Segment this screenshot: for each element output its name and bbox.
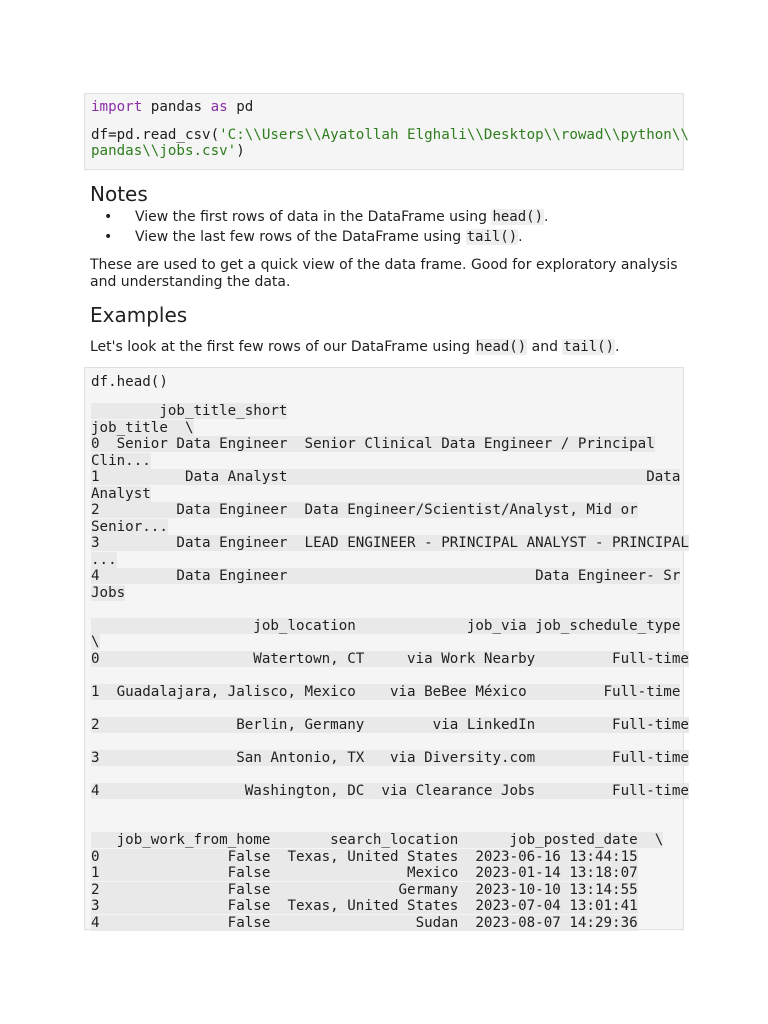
inline-code-head: head() [475, 339, 527, 355]
output-line: job_location job_via job_schedule_type [91, 617, 681, 634]
examples-text: Let's look at the first few rows of our DataFrame using [90, 339, 475, 355]
output-line [91, 816, 689, 833]
code-line-import [91, 99, 677, 116]
bullet-text: View the last few rows of the DataFrame using [135, 229, 466, 245]
output-line [91, 766, 689, 783]
inline-code-tail: tail() [563, 339, 614, 355]
code-line-read-csv-cont [91, 143, 677, 160]
output-line: 3 False Texas, United States 2023-07-04 13:01:41 [91, 898, 638, 914]
output-line: 4 False Sudan 2023-08-07 14:29:36 [91, 914, 638, 931]
notes-heading: Notes [90, 182, 148, 206]
output-line: 0 Watertown, CT via Work Nearby Full-time [91, 650, 689, 667]
bullet-end: . [518, 229, 523, 245]
code-source-head: df.head() [91, 374, 168, 390]
output-line: job_title \ [91, 419, 194, 436]
code-cell-import[interactable] [84, 93, 689, 170]
output-line: 2 False Germany 2023-10-10 13:14:55 [91, 881, 638, 898]
inline-code-tail: tail() [466, 229, 518, 245]
output-line: 3 San Antonio, TX via Diversity.com Full-time [91, 749, 689, 766]
keyword-import: import [91, 99, 143, 115]
output-line: 1 Data Analyst Data [91, 469, 681, 485]
module-name: pandas [142, 99, 211, 115]
examples-heading: Examples [90, 303, 188, 327]
output-line: 2 Data Engineer Data Engineer/Scientist/Analyst, Mid or [91, 502, 638, 518]
notes-paragraph: These are used to get a quick view of the data frame. Good for exploratory analysis and understanding the data. [90, 257, 678, 290]
output-line [91, 799, 689, 816]
output-line: 0 False Texas, United States 2023-06-16 13:44:15 [91, 848, 638, 865]
output-line [91, 667, 689, 684]
output-line: 1 Guadalajara, Jalisco, Mexico via BeBee México Full-time [91, 683, 681, 700]
output-line: ... [91, 551, 117, 568]
notes-list [90, 207, 680, 247]
notes-bullet-tail [90, 227, 680, 247]
output-line: \ [91, 634, 100, 650]
output-line: job_title_short [91, 403, 288, 419]
output-line [91, 733, 689, 750]
dataframe-output [91, 403, 689, 931]
output-line: Senior... [91, 518, 168, 535]
examples-text-mid: and [527, 339, 563, 355]
read-csv-call: df=pd.read_csv( [91, 126, 220, 143]
code-cell-head[interactable] [84, 367, 689, 931]
output-line: 3 Data Engineer LEAD ENGINEER - PRINCIPAL ANALYST - PRINCIPAL [91, 535, 689, 551]
output-line [91, 601, 689, 618]
csv-path-string-part1: 'C:\\Users\\Ayatollah Elghali\\Desktop\\rowad\\python\\ [219, 126, 689, 143]
bullet-text: View the first rows of data in the DataFrame using [135, 209, 492, 225]
notes-bullet-head [90, 207, 680, 227]
code-line-read-csv [91, 126, 689, 144]
csv-path-string-part2: pandas\\jobs.csv' [91, 143, 237, 159]
output-line: 4 Data Engineer Data Engineer- Sr [91, 568, 681, 584]
read-csv-close: ) [236, 143, 245, 159]
inline-code-head: head() [492, 209, 544, 225]
output-line: job_work_from_home search_location job_posted_date \ [91, 832, 664, 848]
output-line: Clin... [91, 452, 151, 469]
output-line: 4 Washington, DC via Clearance Jobs Full-time [91, 782, 689, 799]
output-line: Analyst [91, 485, 151, 502]
output-line [91, 700, 689, 717]
keyword-as: as [210, 99, 228, 115]
output-line: 2 Berlin, Germany via LinkedIn Full-time [91, 716, 689, 733]
output-line: 1 False Mexico 2023-01-14 13:18:07 [91, 865, 638, 881]
output-line: 0 Senior Data Engineer Senior Clinical Data Engineer / Principal [91, 436, 655, 452]
output-line: Jobs [91, 584, 126, 601]
examples-paragraph [90, 339, 680, 356]
examples-text-end: . [615, 339, 620, 355]
bullet-end: . [544, 209, 549, 225]
module-alias: pd [227, 99, 254, 115]
